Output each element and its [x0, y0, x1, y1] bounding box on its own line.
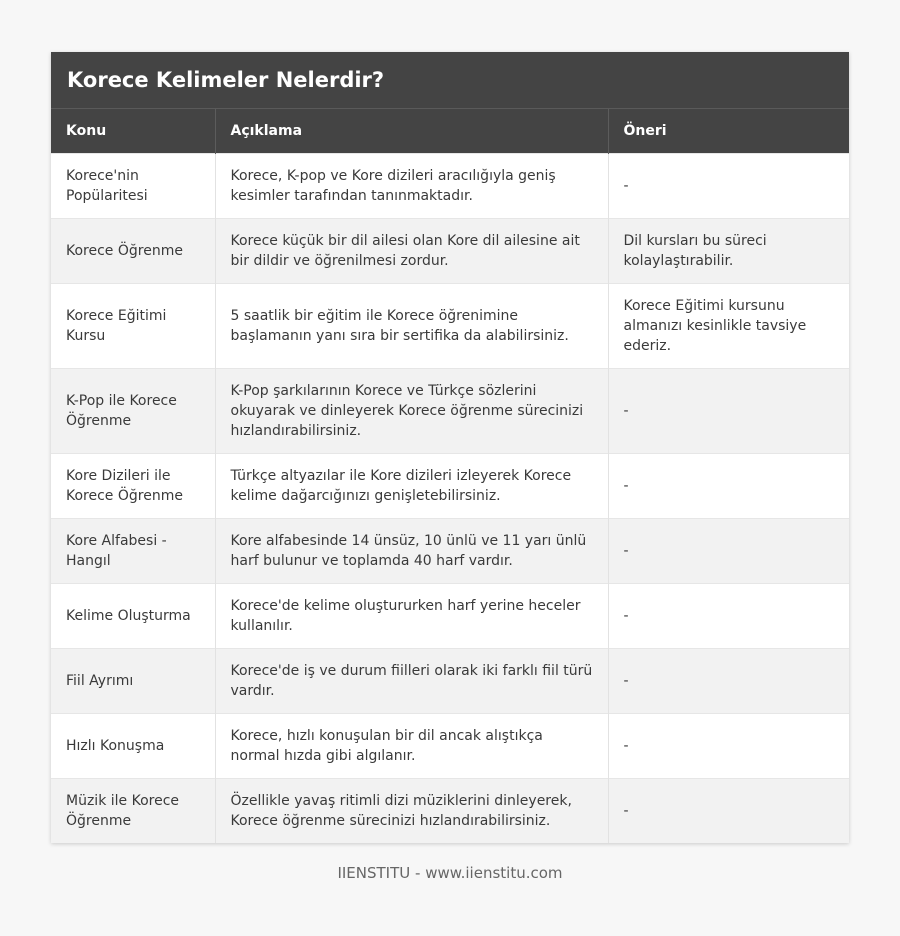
table-card [51, 52, 849, 843]
cell-konu: Kore Alfabesi - Hangıl [51, 518, 215, 583]
cell-aciklama: Korece'de kelime oluştururken harf yerine heceler kullanılır. [215, 583, 608, 648]
cell-oneri: - [608, 518, 849, 583]
cell-oneri: - [608, 368, 849, 453]
cell-konu: Hızlı Konuşma [51, 713, 215, 778]
cell-oneri: - [608, 453, 849, 518]
cell-oneri: - [608, 153, 849, 218]
column-header-aciklama: Açıklama [215, 109, 608, 153]
cell-aciklama: K-Pop şarkılarının Korece ve Türkçe sözlerini okuyarak ve dinleyerek Korece öğrenme sürecinizi hızlandırabilirsiniz. [215, 368, 608, 453]
cell-aciklama: Özellikle yavaş ritimli dizi müziklerini dinleyerek, Korece öğrenme sürecinizi hızlandırabilirsiniz. [215, 778, 608, 843]
cell-konu: Müzik ile Korece Öğrenme [51, 778, 215, 843]
table-row [51, 153, 849, 218]
cell-oneri: Dil kursları bu süreci kolaylaştırabilir. [608, 218, 849, 283]
cell-aciklama: Türkçe altyazılar ile Kore dizileri izleyerek Korece kelime dağarcığınızı genişletebilirsiniz. [215, 453, 608, 518]
cell-aciklama: Korece küçük bir dil ailesi olan Kore dil ailesine ait bir dildir ve öğrenilmesi zordur. [215, 218, 608, 283]
table-row [51, 368, 849, 453]
footer-credit: IIENSTITU - www.iienstitu.com [337, 864, 563, 882]
cell-konu: Kelime Oluşturma [51, 583, 215, 648]
cell-aciklama: 5 saatlik bir eğitim ile Korece öğrenimine başlamanın yanı sıra bir sertifika da alabilirsiniz. [215, 283, 608, 368]
data-table [51, 109, 849, 843]
cell-konu: Korece'nin Popülaritesi [51, 153, 215, 218]
cell-konu: Kore Dizileri ile Korece Öğrenme [51, 453, 215, 518]
cell-konu: Korece Eğitimi Kursu [51, 283, 215, 368]
table-row [51, 518, 849, 583]
table-row [51, 218, 849, 283]
table-row [51, 583, 849, 648]
table-row [51, 648, 849, 713]
cell-konu: Korece Öğrenme [51, 218, 215, 283]
cell-oneri: - [608, 778, 849, 843]
cell-aciklama: Korece, hızlı konuşulan bir dil ancak alıştıkça normal hızda gibi algılanır. [215, 713, 608, 778]
cell-konu: Fiil Ayrımı [51, 648, 215, 713]
cell-aciklama: Korece'de iş ve durum fiilleri olarak iki farklı fiil türü vardır. [215, 648, 608, 713]
cell-oneri: - [608, 713, 849, 778]
table-row [51, 713, 849, 778]
column-header-oneri: Öneri [608, 109, 849, 153]
table-row [51, 778, 849, 843]
cell-aciklama: Kore alfabesinde 14 ünsüz, 10 ünlü ve 11 yarı ünlü harf bulunur ve toplamda 40 harf vardır. [215, 518, 608, 583]
table-row [51, 453, 849, 518]
table-row [51, 283, 849, 368]
cell-oneri: Korece Eğitimi kursunu almanızı kesinlikle tavsiye ederiz. [608, 283, 849, 368]
cell-oneri: - [608, 583, 849, 648]
cell-aciklama: Korece, K-pop ve Kore dizileri aracılığıyla geniş kesimler tarafından tanınmaktadır. [215, 153, 608, 218]
column-header-konu: Konu [51, 109, 215, 153]
header-row [51, 109, 849, 153]
cell-konu: K-Pop ile Korece Öğrenme [51, 368, 215, 453]
table-title: Korece Kelimeler Nelerdir? [51, 52, 849, 109]
cell-oneri: - [608, 648, 849, 713]
